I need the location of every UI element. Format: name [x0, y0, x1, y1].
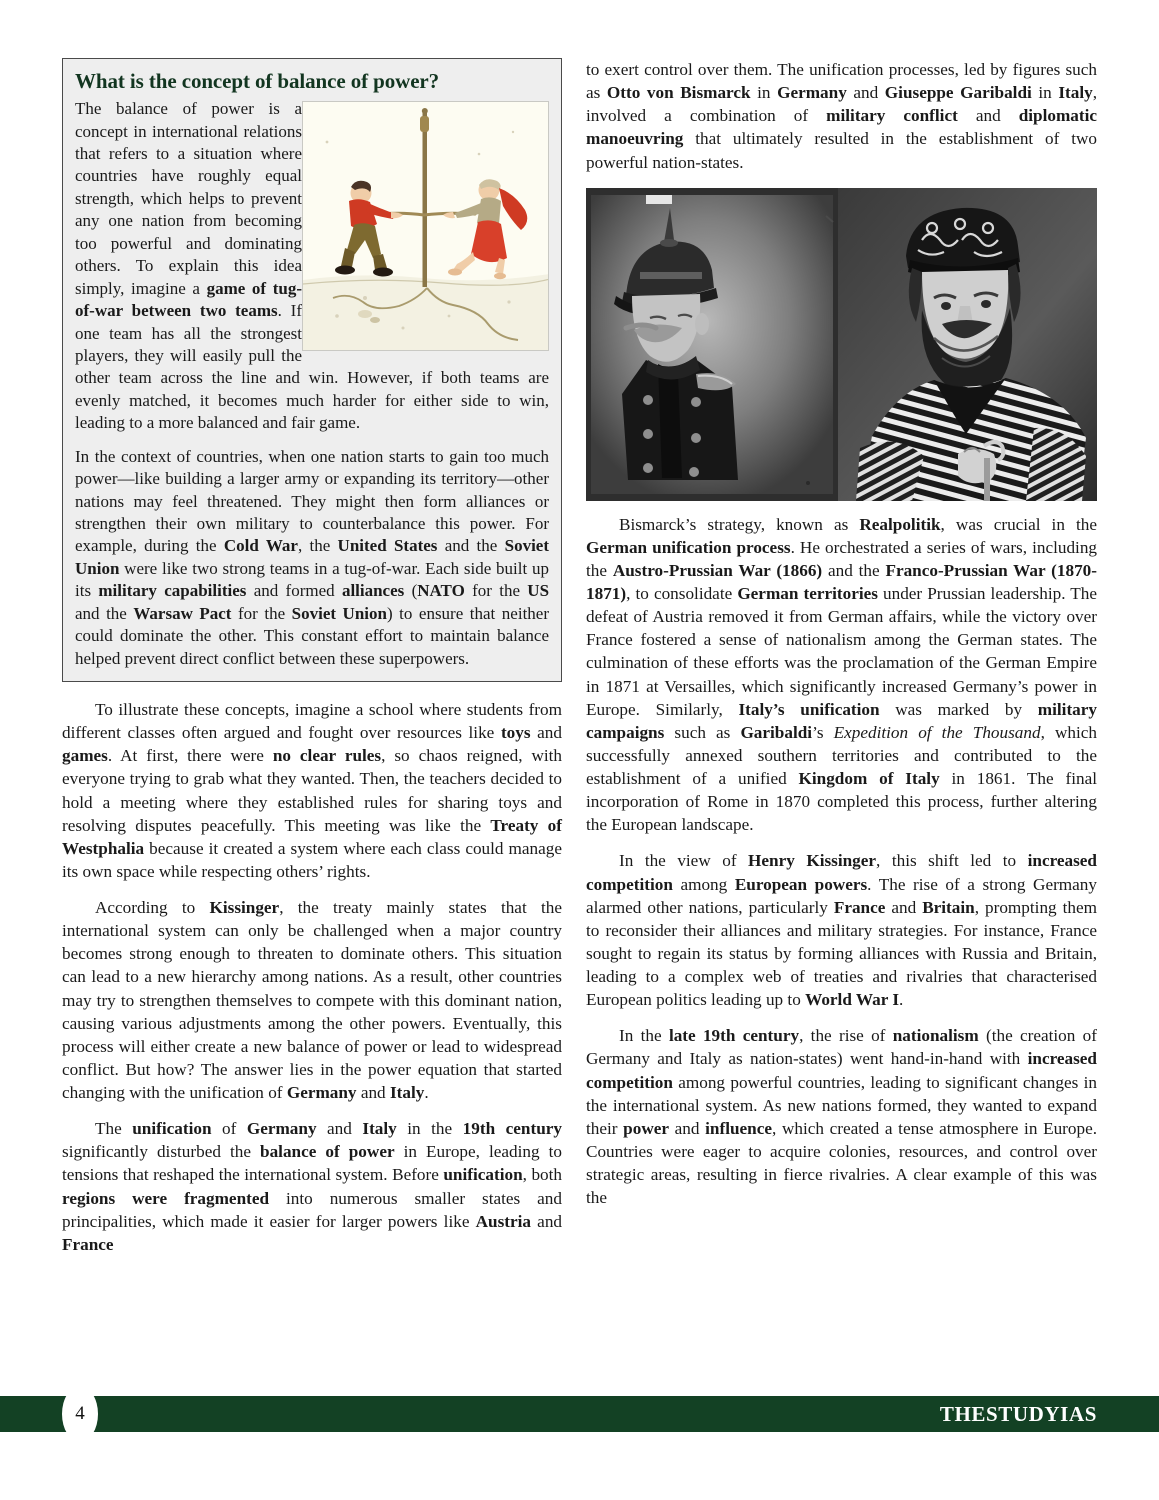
rp3-text-4: . The rise of a strong Germany alarmed other nations, particularly: [586, 874, 1097, 917]
lp3-text-2: and: [530, 723, 562, 743]
callout-p2-text-1: In the context of countries, when one nation starts to gain too much power—like building a larger army or expanding its territory—other nations may feel threatened. They might then form alliances or strengthen their own military to counterbalance this power. For example, during the: [75, 446, 549, 556]
rp3-text-6: , prompting them to reconsider their alliances and military strategies. For instance, France sought to regain its status by forming alliances with Russia and Britain, leading to a complex web of treaties and rivalries that characterised European politics leading up to: [586, 897, 1097, 1010]
callout-paragraph-2: [75, 446, 549, 670]
lp5-text-6: in Europe, leading to tensions that reshaped the international system. Before: [62, 1142, 562, 1185]
tug-of-war-figure: [302, 101, 549, 351]
lp5-bold-4: 19th century: [462, 1119, 562, 1139]
left-column: [62, 58, 562, 1368]
lp5-bold-6: unification: [443, 1165, 523, 1185]
rp1-bold-6: diplomatic manoeuvring: [586, 106, 1098, 149]
garibaldi-svg: [838, 188, 1097, 501]
tug-of-war-illustration: [303, 102, 548, 350]
rp4-bold-3: increased competition: [586, 1049, 1097, 1092]
right-paragraph-4: [586, 1024, 1097, 1209]
rp3-bold-2: increased competition: [586, 851, 1097, 894]
rp2-text-11: in 1861. The final incorporation of Rome in 1870 completed this process, further altering the European landscape.: [586, 769, 1097, 835]
rp4-text-2: , the rise of: [799, 1026, 893, 1046]
lp3-text-5: because it created a system where each class could manage its own space while respecting others’ rights.: [62, 838, 562, 881]
rp2-text-5: , to consolidate: [626, 584, 738, 603]
otto-von-bismarck-portrait: [586, 188, 838, 501]
right-column: [586, 58, 1097, 1368]
rp2-text-9: ’s: [812, 722, 834, 742]
callout-p2-text-4: were like two strong teams in a tug-of-war. Each side built up its: [75, 558, 549, 601]
historical-portraits-figure: [586, 188, 1097, 501]
callout-p2-text-9: for the: [231, 603, 292, 623]
rp3-text-5: and: [885, 897, 923, 917]
rp1-bold-3: Giuseppe Garibaldi: [884, 83, 1032, 103]
rp1-bold-5: military conflict: [826, 106, 958, 126]
right-paragraph-1: [586, 58, 1097, 174]
rp2-bold-7: military campaigns: [586, 699, 1097, 742]
rp2-bold-2: German unification process: [586, 537, 791, 557]
lp5-bold-5: balance of power: [260, 1142, 395, 1162]
rp3-text-7: .: [899, 990, 904, 1010]
rp4-text-5: and: [669, 1118, 706, 1138]
left-paragraph-4: [62, 896, 562, 1104]
giuseppe-garibaldi-portrait: [838, 188, 1097, 501]
lp4-bold-2: Germany: [286, 1083, 357, 1103]
rp2-text-7: was marked by: [879, 699, 1038, 719]
lp4-text-1: According to: [95, 898, 210, 918]
rp3-bold-3: European powers: [734, 874, 868, 894]
lp5-text-8: into numerous smaller states and principalities, which made it easier for larger powers like: [62, 1188, 562, 1231]
rp3-bold-6: World War I: [805, 990, 900, 1010]
lp5-text-4: in the: [396, 1119, 463, 1139]
callout-p2-bold-2: United States: [337, 536, 438, 556]
lp5-bold-7: regions were fragmented: [62, 1188, 270, 1208]
callout-p2-text-7: for the: [464, 581, 528, 601]
lp4-bold-1: Kissinger: [209, 898, 280, 918]
callout-p2-bold-9: Soviet Union: [291, 603, 387, 623]
lp4-text-2: , the treaty mainly states that the international system can only be challenged when a major country becomes strong enough to threaten to dominate others. This situation can lead to a new hierarchy among nations. As a result, other countries may try to strengthen themselves to compete with this dominant nation, causing various adjustments among the other powers. Eventually, this process will either create a new balance of power or lead to widespread conflict. But how? The answer lies in the power equation that started changing with the unification of: [62, 898, 562, 1103]
lp5-text-3: and: [316, 1119, 363, 1139]
callout-p2-text-10: ) to ensure that neither could dominate the other. This constant effort to maintain balance helped prevent direct conflict between these superpowers.: [75, 603, 549, 668]
rp4-bold-1: late 19th century: [668, 1026, 800, 1046]
rp4-bold-5: influence: [705, 1118, 772, 1138]
rp2-text-10: , which successfully annexed southern territories and contributed to the establishment of a unified: [586, 722, 1097, 788]
lp5-bold-8: Austria: [475, 1211, 532, 1231]
rp1-text-7: that ultimately resulted in the establishment of two powerful nation-states.: [586, 129, 1097, 172]
bismarck-svg: [586, 188, 838, 501]
rp4-text-3: (the creation of Germany and Italy as nation-states) went hand-in-hand with: [586, 1026, 1097, 1069]
callout-p2-text-8: and the: [75, 603, 134, 623]
rp3-text-2: , this shift led to: [876, 851, 1028, 871]
rp3-text-1: In the view of: [619, 851, 749, 871]
lp3-text-4: , so chaos reigned, with everyone trying to grab what they wanted. Then, the teachers decided to hold a meeting where they established rules for sharing toys and resolving disputes peacefully. This meeting was like the: [62, 746, 562, 835]
tug-of-war-svg: [303, 102, 549, 351]
lp3-text-1: To illustrate these concepts, imagine a school where students from different classes often argued and fought over resources like: [62, 700, 562, 743]
lp3-bold-1: toys: [500, 723, 531, 743]
callout-p1-text-2: . If one team has all the strongest players, they will easily pull the other team across the line and win. However, if both teams are evenly matched, it becomes much harder for either side to win, leading to a more balanced and fair game.: [75, 301, 549, 433]
lp3-text-3: . At first, there were: [107, 746, 273, 766]
rp3-bold-1: Henry Kissinger: [748, 851, 877, 871]
left-paragraph-5: [62, 1117, 562, 1256]
lp5-text-9: and: [531, 1211, 563, 1231]
right-paragraph-2: [586, 513, 1097, 837]
callout-p2-bold-7: US: [527, 581, 550, 601]
lp3-bold-3: no clear rules: [272, 746, 382, 766]
page-number-badge: 4: [62, 1386, 98, 1442]
callout-p2-text-3: and the: [437, 536, 505, 556]
rp2-bold-8: Garibaldi: [740, 722, 813, 742]
rp2-bold-3: Austro-Prussian War (1866): [612, 560, 823, 580]
lp5-bold-9: France: [62, 1234, 114, 1254]
right-paragraph-3: [586, 849, 1097, 1011]
callout-p2-text-5: and formed: [246, 581, 342, 601]
two-column-layout: [62, 58, 1097, 1368]
lp3-bold-4: Treaty of Westphalia: [62, 815, 562, 858]
lp5-bold-1: unification: [132, 1119, 212, 1139]
lp5-text-1: The: [95, 1119, 133, 1139]
rp1-bold-1: Otto von Bismarck: [606, 83, 751, 103]
rp4-bold-2: nationalism: [892, 1026, 979, 1046]
rp2-bold-4: Franco-Prussian War (1870-1871): [586, 560, 1097, 603]
callout-paragraph-1: [75, 98, 549, 435]
rp1-text-4: in: [1031, 83, 1059, 103]
lp4-text-4: .: [424, 1083, 429, 1103]
lp4-bold-3: Italy: [389, 1083, 425, 1103]
rp2-text-3: . He orchestrated a series of wars, including the: [586, 537, 1098, 580]
lp4-text-3: and: [356, 1083, 390, 1103]
callout-p2-bold-5: alliances: [341, 581, 405, 601]
callout-p2-bold-8: Warsaw Pact: [133, 603, 232, 623]
lp5-text-5: significantly disturbed the: [62, 1142, 261, 1162]
rp3-bold-4: France: [833, 897, 886, 917]
callout-p1-text-1: The balance of power is a concept in international relations that refers to a situation where countries have roughly equal strength, which helps to prevent any one nation from becoming too powerful and dominating others. To explain this idea simply, imagine a: [75, 99, 302, 298]
rp2-text-4: and the: [822, 560, 886, 580]
concept-callout-box: [62, 58, 562, 682]
rp2-text-2: , was crucial in the: [940, 514, 1097, 534]
rp2-bold-5: German territories: [737, 584, 878, 603]
lp5-bold-3: Italy: [362, 1119, 397, 1139]
rp1-text-6: and: [957, 106, 1019, 126]
rp1-bold-4: Italy: [1058, 83, 1093, 103]
callout-p2-bold-1: Cold War: [223, 536, 298, 556]
rp4-text-6: , which created a tense atmosphere in Europe. Countries were eager to acquire colonies, resources, and control over strategic areas, resulting in fierce rivalries. A clear example of this was the: [586, 1118, 1098, 1208]
callout-p2-bold-6: NATO: [417, 581, 465, 601]
callout-p1-bold-1: game of tug-of-war between two teams: [75, 278, 302, 321]
callout-p2-text-2: , the: [297, 536, 338, 556]
rp2-bold-1: Realpolitik: [859, 514, 941, 534]
rp2-italic-1: Expedition of the Thousand: [833, 722, 1041, 742]
callout-heading: What is the concept of balance of power?: [75, 69, 440, 93]
lp3-bold-2: games: [62, 746, 108, 766]
callout-p2-bold-4: military capabilities: [98, 581, 247, 601]
rp4-text-4: among powerful countries, leading to significant changes in the international system. As new nations formed, they wanted to expand their: [586, 1072, 1097, 1138]
lp5-bold-2: Germany: [246, 1119, 317, 1139]
callout-p2-bold-3: Soviet Union: [75, 536, 549, 578]
rp3-text-3: among: [672, 874, 735, 894]
brand-wordmark: THESTUDYIAS: [939, 1401, 1097, 1426]
rp2-text-1: Bismarck’s strategy, known as: [619, 514, 860, 534]
lp5-text-2: of: [211, 1119, 247, 1139]
rp3-bold-5: Britain: [922, 897, 975, 917]
rp2-text-8: such as: [664, 722, 741, 742]
rp1-text-3: and: [846, 83, 885, 103]
callout-p2-text-6: (: [404, 581, 418, 601]
lp5-text-7: , both: [522, 1165, 562, 1185]
rp1-text-1: to exert control over them. The unification processes, led by figures such as: [586, 60, 1097, 103]
rp1-bold-2: Germany: [777, 83, 847, 103]
rp4-bold-4: power: [623, 1118, 669, 1138]
rp2-bold-9: Kingdom of Italy: [798, 769, 940, 788]
rp1-text-5: , involved a combination of: [586, 83, 1097, 126]
rp2-text-6: under Prussian leadership. The defeat of Austria removed it from German affairs, while the victory over France fostered a sense of nationalism among the German states. The culmination of these efforts was the proclamation of the German Empire in 1871 at Versailles, which significantly increased Germany’s power in Europe. Similarly,: [586, 584, 1097, 719]
rp1-text-2: in: [750, 83, 778, 103]
rp4-text-1: In the: [619, 1026, 669, 1046]
left-paragraph-3: [62, 698, 562, 883]
rp2-bold-6: Italy’s unification: [738, 699, 880, 719]
